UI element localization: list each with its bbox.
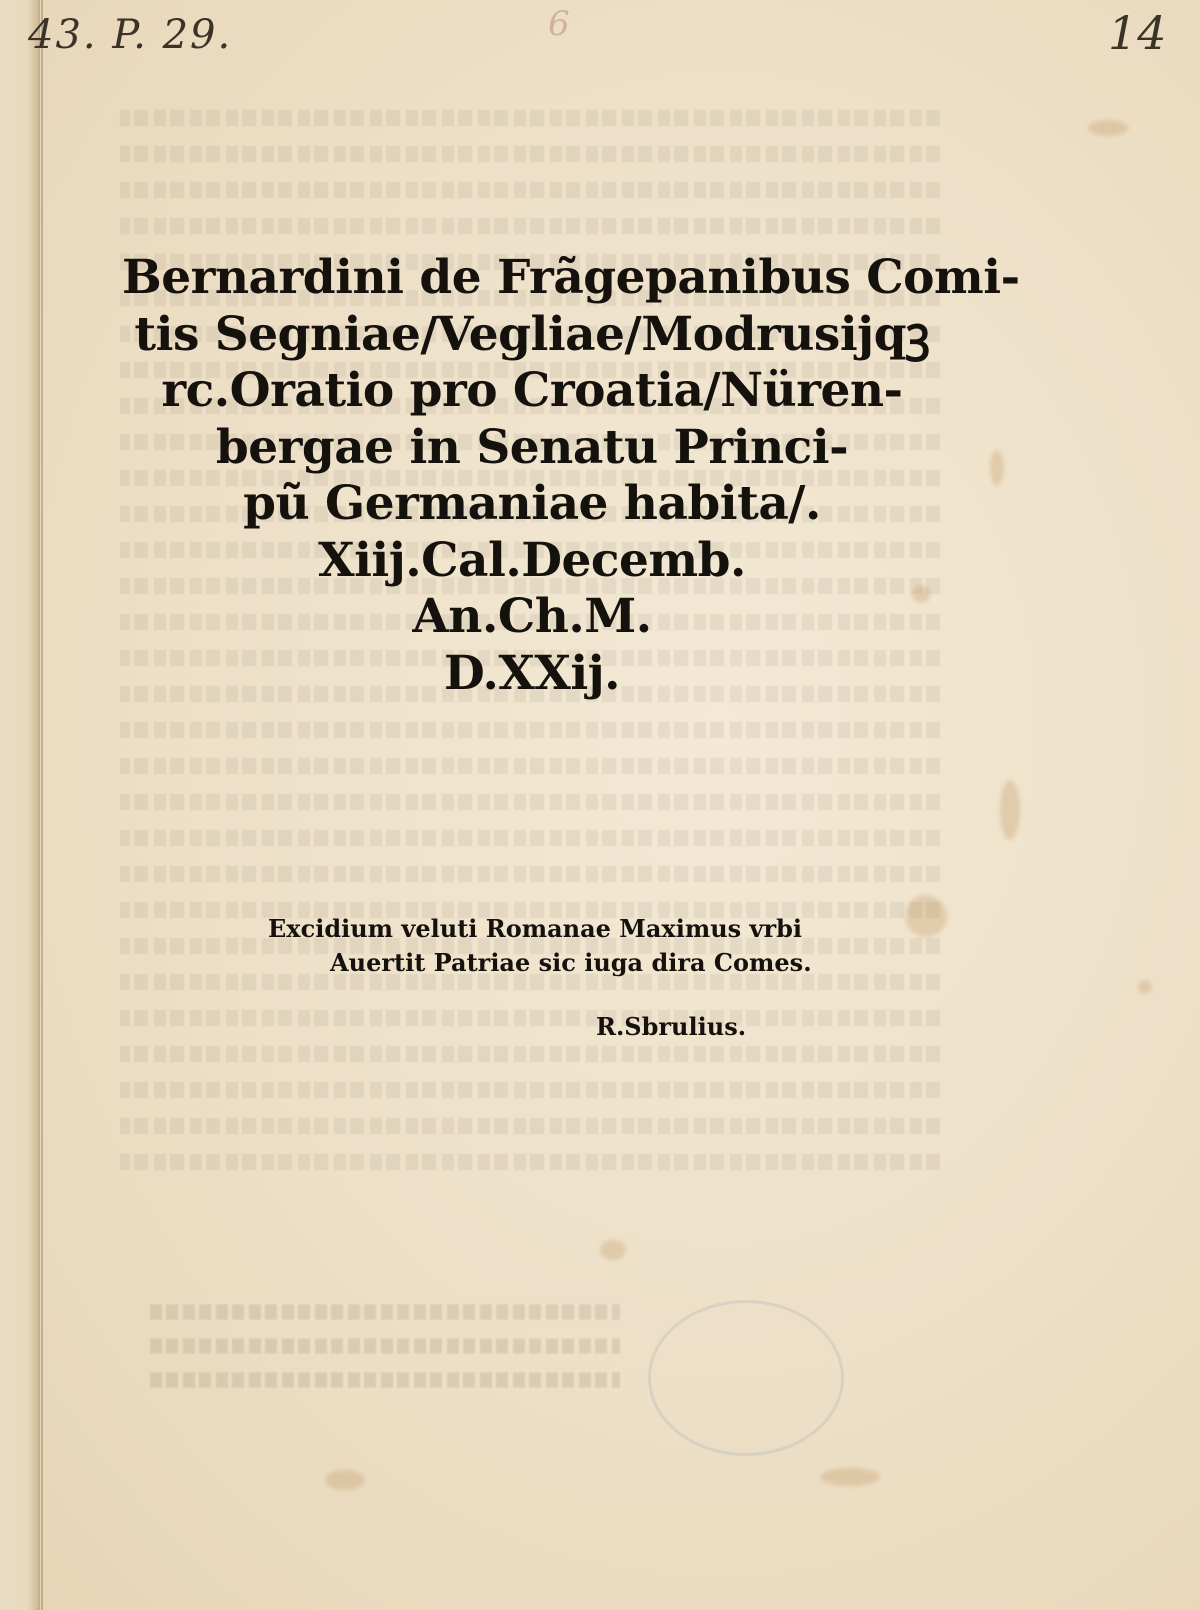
title-line: rc.Oratio pro Croatia/Nüren- xyxy=(161,363,903,418)
foxing-stain xyxy=(990,450,1004,486)
show-through-colophon xyxy=(150,1295,620,1405)
handwritten-shelfmark: 43. P. 29. xyxy=(28,12,233,58)
verse-line-2: Auertit Patriae sic iuga dira Comes. xyxy=(330,948,812,977)
foxing-stain xyxy=(1000,780,1020,840)
title-line: Bernardini de Frãgepanibus Comi- xyxy=(122,250,1020,305)
title-line: An.Ch.M. xyxy=(412,589,652,644)
title-line: tis Segniae/Vegliae/Modrusijqꝫ xyxy=(134,306,930,362)
foxing-stain xyxy=(1088,120,1128,136)
pencil-annotation: 6 xyxy=(548,4,570,44)
title-block xyxy=(122,250,1020,702)
verse-line-1: Excidium veluti Romanae Maximus vrbi xyxy=(268,914,803,943)
foxing-stain xyxy=(820,1468,880,1486)
author-signature: R.Sbrulius. xyxy=(596,1012,747,1041)
foxing-stain xyxy=(1138,980,1152,994)
foxing-stain xyxy=(905,895,947,937)
title-line: pũ Germaniae habita/. xyxy=(243,476,821,531)
title-line: bergae in Senatu Princi- xyxy=(215,419,849,475)
faded-library-stamp xyxy=(648,1300,844,1456)
binding-edge xyxy=(0,0,40,1610)
foxing-stain xyxy=(325,1470,365,1490)
handwritten-folio-number: 14 xyxy=(1108,6,1167,60)
title-line: D.XXij. xyxy=(443,645,621,701)
foxing-stain xyxy=(600,1240,626,1260)
binding-fold-line xyxy=(41,0,43,1610)
epigram-verse xyxy=(268,912,868,980)
title-line: Xiij.Cal.Decemb. xyxy=(318,532,746,588)
